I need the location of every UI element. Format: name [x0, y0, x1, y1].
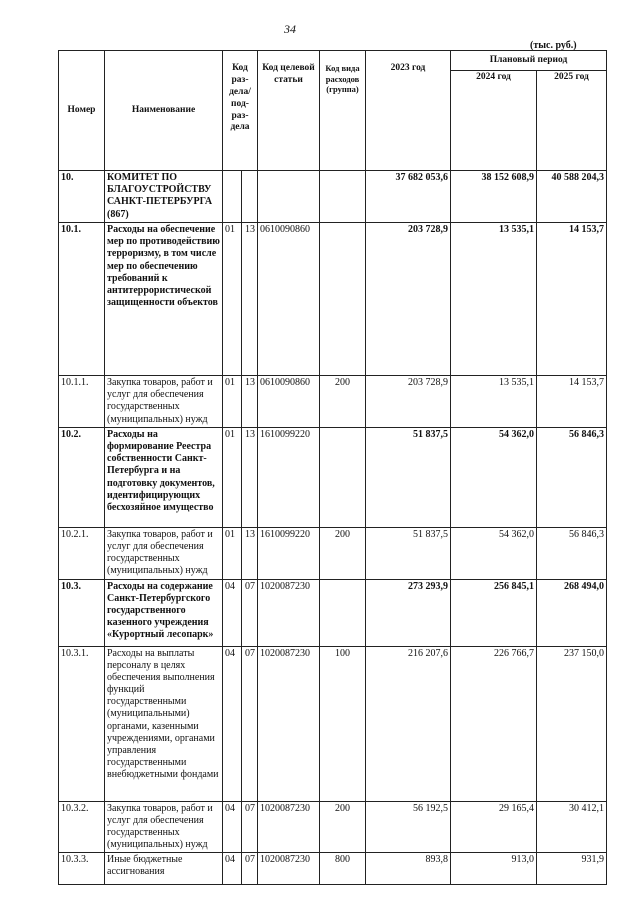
- row-name: Иные бюджетные ассигнования: [105, 853, 223, 885]
- table-row: [59, 527, 607, 579]
- row-value-2025: 237 150,0: [537, 646, 607, 801]
- header-2023: 2023 год: [366, 51, 451, 171]
- header-section-code: Код раз-дела/ под-раз-дела: [223, 51, 258, 171]
- header-number: Номер: [59, 51, 105, 171]
- row-value-2025: 14 153,7: [537, 223, 607, 376]
- row-value-2024: 226 766,7: [451, 646, 537, 801]
- budget-table: [58, 50, 607, 885]
- row-value-2023: 37 682 053,6: [366, 171, 451, 223]
- row-number: 10.2.: [59, 427, 105, 527]
- table-row: [59, 801, 607, 853]
- row-name: Закупка товаров, работ и услуг для обеспечения государственных (муниципальных) нужд: [105, 801, 223, 853]
- row-target-code: 1020087230: [258, 801, 320, 853]
- table-row: [59, 579, 607, 646]
- table-row: [59, 427, 607, 527]
- row-number: 10.1.1.: [59, 376, 105, 428]
- row-value-2023: 51 837,5: [366, 527, 451, 579]
- row-expense-group: [320, 223, 366, 376]
- row-name: Расходы на обеспечение мер по противодействию терроризму, в том числе мер по обеспечению требований к антитеррористической защищенности объектов: [105, 223, 223, 376]
- table-row: [59, 223, 607, 376]
- row-value-2023: 56 192,5: [366, 801, 451, 853]
- row-value-2024: 13 535,1: [451, 376, 537, 428]
- row-target-code: 0610090860: [258, 376, 320, 428]
- row-target-code: [258, 171, 320, 223]
- row-section: [223, 171, 242, 223]
- header-target-code: Код целевой статьи: [258, 51, 320, 171]
- row-section: 04: [223, 801, 242, 853]
- row-target-code: 1020087230: [258, 853, 320, 885]
- table-body: [59, 171, 607, 885]
- row-number: 10.3.2.: [59, 801, 105, 853]
- units-label: (тыс. руб.): [530, 40, 577, 51]
- row-expense-group: [320, 171, 366, 223]
- table-row: [59, 376, 607, 428]
- row-expense-group: [320, 427, 366, 527]
- row-subsection: 07: [242, 853, 258, 885]
- row-value-2025: 268 494,0: [537, 579, 607, 646]
- row-name: Закупка товаров, работ и услуг для обеспечения государственных (муниципальных) нужд: [105, 376, 223, 428]
- row-name: Закупка товаров, работ и услуг для обеспечения государственных (муниципальных) нужд: [105, 527, 223, 579]
- row-value-2024: 13 535,1: [451, 223, 537, 376]
- row-section: 01: [223, 376, 242, 428]
- row-section: 01: [223, 527, 242, 579]
- row-value-2024: 38 152 608,9: [451, 171, 537, 223]
- row-name: Расходы на формирование Реестра собственности Санкт-Петербурга и на подготовку документов, идентифицирующих бесхозяйное имущество: [105, 427, 223, 527]
- row-target-code: 1610099220: [258, 527, 320, 579]
- row-subsection: 13: [242, 527, 258, 579]
- row-number: 10.3.: [59, 579, 105, 646]
- table-row: [59, 853, 607, 885]
- row-value-2025: 40 588 204,3: [537, 171, 607, 223]
- row-subsection: [242, 171, 258, 223]
- row-subsection: 07: [242, 579, 258, 646]
- row-expense-group: 800: [320, 853, 366, 885]
- row-number: 10.: [59, 171, 105, 223]
- row-name: КОМИТЕТ ПО БЛАГОУСТРОЙСТВУ САНКТ-ПЕТЕРБУРГА (867): [105, 171, 223, 223]
- row-subsection: 13: [242, 427, 258, 527]
- row-value-2023: 203 728,9: [366, 376, 451, 428]
- row-section: 04: [223, 579, 242, 646]
- row-subsection: 07: [242, 801, 258, 853]
- row-section: 01: [223, 427, 242, 527]
- row-value-2024: 256 845,1: [451, 579, 537, 646]
- row-name: Расходы на содержание Санкт-Петербургского государственного казенного учреждения «Курортный лесопарк»: [105, 579, 223, 646]
- row-value-2024: 54 362,0: [451, 527, 537, 579]
- row-value-2023: 51 837,5: [366, 427, 451, 527]
- row-target-code: 1020087230: [258, 579, 320, 646]
- header-name: Наименование: [105, 51, 223, 171]
- header-planned-period: Плановый период: [451, 51, 607, 71]
- row-number: 10.3.1.: [59, 646, 105, 801]
- row-value-2025: 30 412,1: [537, 801, 607, 853]
- row-expense-group: 200: [320, 376, 366, 428]
- row-target-code: 0610090860: [258, 223, 320, 376]
- row-subsection: 13: [242, 223, 258, 376]
- table-row: [59, 171, 607, 223]
- row-number: 10.1.: [59, 223, 105, 376]
- row-value-2024: 54 362,0: [451, 427, 537, 527]
- header-expense-code: Код вида расходов (группа): [320, 51, 366, 171]
- header-2024: 2024 год: [451, 71, 537, 171]
- row-value-2023: 273 293,9: [366, 579, 451, 646]
- table-row: [59, 646, 607, 801]
- row-name: Расходы на выплаты персоналу в целях обеспечения выполнения функций государственными (муниципальными) органами, казенными учреждениями, органами управления государственными внебюджетными фондами: [105, 646, 223, 801]
- row-value-2025: 931,9: [537, 853, 607, 885]
- row-expense-group: 200: [320, 801, 366, 853]
- row-value-2023: 216 207,6: [366, 646, 451, 801]
- row-value-2025: 56 846,3: [537, 427, 607, 527]
- header-2025: 2025 год: [537, 71, 607, 171]
- row-number: 10.2.1.: [59, 527, 105, 579]
- row-value-2023: 203 728,9: [366, 223, 451, 376]
- row-value-2024: 913,0: [451, 853, 537, 885]
- row-target-code: 1020087230: [258, 646, 320, 801]
- row-expense-group: 100: [320, 646, 366, 801]
- row-value-2025: 14 153,7: [537, 376, 607, 428]
- row-value-2025: 56 846,3: [537, 527, 607, 579]
- row-target-code: 1610099220: [258, 427, 320, 527]
- row-value-2024: 29 165,4: [451, 801, 537, 853]
- row-expense-group: 200: [320, 527, 366, 579]
- row-expense-group: [320, 579, 366, 646]
- row-value-2023: 893,8: [366, 853, 451, 885]
- row-number: 10.3.3.: [59, 853, 105, 885]
- row-subsection: 13: [242, 376, 258, 428]
- row-section: 04: [223, 646, 242, 801]
- row-section: 04: [223, 853, 242, 885]
- page-number: 34: [284, 22, 296, 36]
- row-section: 01: [223, 223, 242, 376]
- row-subsection: 07: [242, 646, 258, 801]
